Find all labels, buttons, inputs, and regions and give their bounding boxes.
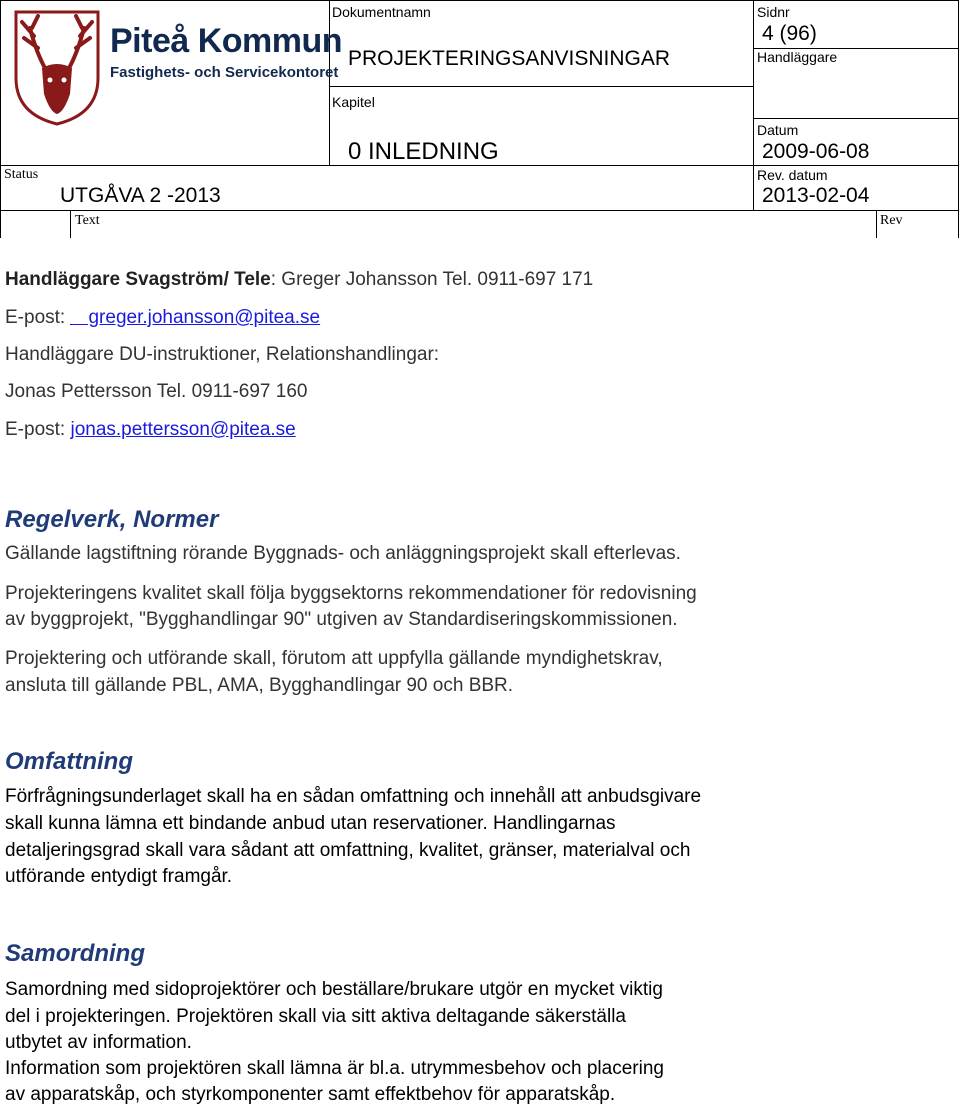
contact-line-1 [5, 266, 593, 293]
header-left-border [0, 0, 1, 238]
dokumentnamn-value: PROJEKTERINGSANVISNINGAR [348, 47, 671, 70]
text-label: Text [75, 213, 100, 228]
handlaggare-label: Handläggare [757, 49, 838, 65]
header-divider-text [70, 210, 71, 238]
header-divider-right [753, 0, 754, 210]
logo [12, 8, 343, 128]
contact-line-2 [5, 304, 320, 331]
heading-omfattning: Omfattning [5, 748, 133, 775]
email-label-2: E-post: [5, 419, 71, 440]
contact-line-5 [5, 416, 296, 443]
regelverk-line-2: Projekteringens kvalitet skall följa byggsektorns rekommendationer för redovisning [5, 583, 697, 604]
kapitel-value: 0 INLEDNING [348, 138, 499, 165]
header-line-kapitel [329, 86, 753, 87]
header-divider-rev [876, 210, 877, 238]
samordning-line-5: av apparatskåp, och styrkomponenter samt effektbehov för apparatskåp. [5, 1084, 616, 1105]
datum-label: Datum [757, 122, 799, 138]
omfattning-line-3: detaljeringsgrad skall vara sådant att omfattning, kvalitet, gränser, materialval och [5, 840, 691, 861]
header-top-border [0, 0, 958, 1]
sidnr-label: Sidnr [757, 4, 790, 20]
heading-regelverk: Regelverk, Normer [5, 506, 219, 533]
status-label: Status [4, 167, 39, 182]
email-label-1: E-post: [5, 307, 71, 328]
contact-line-3: Handläggare DU-instruktioner, Relationshandlingar: [5, 344, 440, 365]
datum-value: 2009-06-08 [762, 140, 870, 163]
omfattning-line-2: skall kunna lämna ett bindande anbud utan reservationer. Handlingarnas [5, 813, 616, 834]
heading-samordning: Samordning [5, 940, 146, 967]
rev-datum-value: 2013-02-04 [762, 184, 870, 207]
omfattning-line-1: Förfrågningsunderlaget skall ha en sådan omfattning och innehåll att anbudsgivare [5, 786, 702, 807]
email-underline-lead [70, 306, 88, 325]
kapitel-label: Kapitel [332, 94, 375, 110]
logo-name: Piteå Kommun [110, 22, 343, 60]
samordning-line-1: Samordning med sidoprojektörer och beställare/brukare utgör en mycket viktig [5, 979, 663, 1000]
header-line-text [0, 210, 958, 211]
samordning-line-3: utbytet av information. [5, 1032, 192, 1053]
contact-role-svagstrom: Handläggare Svagström/ Tele [5, 269, 271, 290]
regelverk-line-5: ansluta till gällande PBL, AMA, Bygghandlingar 90 och BBR. [5, 675, 514, 696]
samordning-line-2: del i projekteringen. Projektören skall via sitt aktiva deltagande säkerställa [5, 1006, 626, 1027]
email-link-greger[interactable]: greger.johansson@pitea.se [88, 307, 321, 328]
regelverk-line-1: Gällande lagstiftning rörande Byggnads- och anläggningsprojekt skall efterlevas. [5, 543, 681, 564]
dokumentnamn-label: Dokumentnamn [332, 4, 431, 20]
header-right-border [958, 0, 959, 238]
rev-label: Rev [880, 213, 903, 228]
header-line-datum [753, 118, 958, 119]
sidnr-value: 4 (96) [762, 22, 817, 45]
contact-greger: : Greger Johansson Tel. 0911-697 171 [270, 269, 594, 290]
email-link-jonas[interactable]: jonas.pettersson@pitea.se [70, 419, 296, 440]
rev-datum-label: Rev. datum [757, 167, 828, 183]
regelverk-line-4: Projektering och utförande skall, förutom att uppfylla gällande myndighetskrav, [5, 648, 663, 669]
samordning-line-4: Information som projektören skall lämna är bl.a. utrymmesbehov och placering [5, 1058, 664, 1079]
status-value: UTGÅVA 2 -2013 [60, 184, 221, 207]
contact-line-4: Jonas Pettersson Tel. 0911-697 160 [5, 381, 308, 402]
omfattning-line-4: utförande entydigt framgår. [5, 866, 233, 887]
logo-subtitle: Fastighets- och Servicekontoret [110, 64, 339, 81]
regelverk-line-3: av byggprojekt, "Bygghandlingar 90" utgiven av Standardiseringskommissionen. [5, 609, 678, 630]
